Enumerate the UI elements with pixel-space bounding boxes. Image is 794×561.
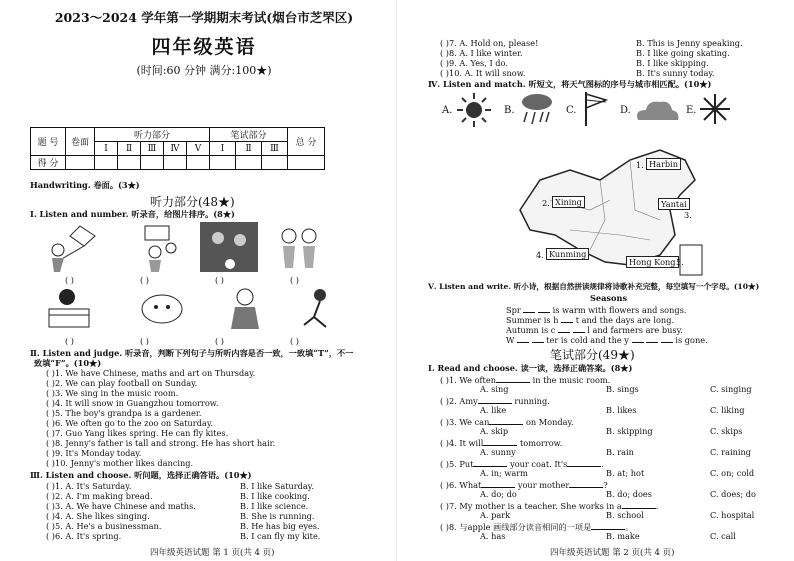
answer-blank[interactable] [622, 500, 656, 509]
answer-paren[interactable]: ( ) [140, 275, 149, 285]
basketball-picture [145, 226, 176, 272]
letter-blank[interactable] [558, 324, 570, 333]
answer-blank[interactable] [483, 437, 517, 446]
choice-option-a: A. sing [480, 384, 509, 394]
map-number: 5. [676, 257, 684, 267]
city-label-xining: Xining [552, 196, 585, 208]
letter-blank[interactable] [573, 324, 585, 333]
score-cell[interactable] [66, 156, 95, 170]
score-cell[interactable] [210, 156, 236, 170]
choice-option-a: A. park [480, 510, 511, 520]
choice-option-c: C. hospital [710, 510, 755, 520]
question-text: ( )7. My mother is a teacher. She works in a [440, 501, 622, 511]
choose-item-b: B. It's sunny today. [636, 68, 715, 78]
score-header-writing: 笔试部分 [210, 128, 288, 142]
score-cell[interactable] [288, 156, 325, 170]
choose-item-a[interactable]: ( )8. A. I like winter. [440, 48, 523, 58]
choice-option-a: A. do; do [480, 489, 517, 499]
choose-item-b: B. He has big eyes. [240, 521, 320, 531]
answer-blank[interactable] [569, 479, 603, 488]
choice-question[interactable] [440, 374, 610, 385]
section2-title-cont: 致填“F”。(10★) [34, 358, 102, 368]
answer-paren[interactable]: ( ) [215, 336, 224, 346]
choose-item-a[interactable]: ( )1. A. It's Saturday. [46, 481, 132, 491]
judge-item[interactable]: ( )7. Guo Yang likes spring. He can fly kites. [46, 428, 229, 438]
choose-item-b: B. This is Jenny speaking. [636, 38, 743, 48]
choice-option-c: C. raining [710, 447, 751, 457]
weather-letter-d: D. [620, 105, 631, 116]
weather-letter-c: C. [566, 105, 577, 116]
choice-option-c: C. does; do [710, 489, 756, 499]
judge-item[interactable]: ( )1. We have Chinese, maths and art on Thursday. [46, 368, 256, 378]
question-text: ( )5. Put [440, 459, 474, 469]
question-text: tomorrow. [517, 438, 563, 448]
choose-item-a[interactable]: ( )10. A. It will snow. [440, 68, 526, 78]
score-cell[interactable] [236, 156, 262, 170]
score-col: Ⅱ [236, 142, 262, 156]
answer-blank[interactable] [489, 416, 523, 425]
score-row-label: 得 分 [31, 156, 66, 170]
answer-blank[interactable] [478, 395, 512, 404]
exam-subject: 四年级英语 [151, 36, 257, 58]
score-cell[interactable] [164, 156, 187, 170]
left-page [0, 0, 395, 561]
letter-blank[interactable] [646, 334, 658, 343]
exam-title: 2023～2024 学年第一学期期末考试(烟台市芝罘区) [54, 10, 354, 25]
poem-text: Spr [506, 305, 521, 315]
choose-item-a[interactable]: ( )7. A. Hold on, please! [440, 38, 539, 48]
letter-blank[interactable] [661, 334, 673, 343]
answer-blank[interactable] [473, 458, 507, 467]
handwriting-label: Handwriting. 卷面。(3★) [30, 180, 140, 190]
football-photo [200, 222, 258, 272]
poem-text: Summer is h [506, 315, 559, 325]
picture-row-2 [45, 285, 385, 335]
choice-option-a: A. skip [480, 426, 509, 436]
choose-item-b: B. I like Saturday. [240, 481, 314, 491]
question-text: your coat. It's [507, 459, 568, 469]
score-cell[interactable] [141, 156, 164, 170]
letter-blank[interactable] [523, 304, 535, 313]
section5-title: Ⅴ. Listen and write. 听小诗，根据自然拼读规律将诗歌补充完整，每空填写一个字母。(10★) [428, 282, 760, 291]
question-text: . [655, 501, 659, 511]
choice-question[interactable] [440, 479, 608, 490]
choose-item-b: B. I like cooking. [240, 491, 310, 501]
judge-item[interactable]: ( )8. Jenny's father is tall and strong. He has short hair. [46, 438, 276, 448]
page-footer: 四年级英语试题 第 1 页(共 4 页) [150, 548, 275, 558]
answer-blank[interactable] [567, 458, 601, 467]
poem-text: is gone. [675, 335, 708, 345]
choice-option-b: B. do; does [606, 489, 652, 499]
question-text: in the music room. [529, 375, 611, 385]
choice-option-a: A. in; warm [480, 468, 528, 478]
judge-item[interactable]: ( )6. We often go to the zoo on Saturday. [46, 418, 213, 428]
choice-option-c: C. on; cold [710, 468, 755, 478]
section3-title: Ⅲ. Listen and choose. 听问题，选择正确答语。(10★) [30, 470, 252, 480]
score-col: Ⅴ [187, 142, 210, 156]
choose-item-a[interactable]: ( )9. A. Yes, I do. [440, 58, 508, 68]
answer-blank[interactable] [481, 479, 515, 488]
weather-letter-b: B. [504, 105, 515, 116]
letter-blank[interactable] [538, 304, 550, 313]
question-text: ( )4. It will [440, 438, 484, 448]
choose-item-b: B. She is running. [240, 511, 315, 521]
poem-title: Seasons [590, 293, 628, 303]
weather-letter-a: A. [442, 105, 453, 116]
map-number: 3. [684, 210, 692, 220]
section1-writing-title: Ⅰ. Read and choose. 读一读，选择正确答案。(8★) [428, 363, 633, 373]
poem-text: t and the days are long. [575, 315, 675, 325]
listening-title: 听力部分(48★) [150, 195, 235, 209]
score-header-listening: 听力部分 [95, 128, 210, 142]
answer-paren[interactable]: ( ) [140, 336, 149, 346]
weather-letter-e: E. [686, 105, 697, 116]
choice-option-b: B. rain [606, 447, 634, 457]
cloud-picture [142, 295, 182, 323]
question-text: ( )8. 与apple 画线部分读音相同的一项是 [440, 522, 592, 532]
page-divider [396, 0, 397, 561]
choose-item-a[interactable]: ( )3. A. We have Chinese and maths. [46, 501, 196, 511]
time-info: (时间:60 分钟 满分:100★) [136, 64, 272, 77]
score-header-paper: 卷面 [66, 128, 95, 156]
score-header-label: 题 号 [31, 128, 66, 156]
answer-paren[interactable]: ( ) [65, 275, 74, 285]
judge-item[interactable]: ( )4. It will snow in Guangzhou tomorrow. [46, 398, 219, 408]
page-footer: 四年级英语试题 第 2 页(共 4 页) [550, 548, 675, 558]
question-text: running. [511, 396, 550, 406]
choose-item-b: B. I like skipping. [636, 58, 709, 68]
score-table [30, 127, 325, 170]
section2-title: Ⅱ. Listen and judge. 听录音，判断下列句子与所听内容是否一致，一致填“T”，不一 [30, 348, 354, 358]
piano-girl-picture [49, 289, 89, 327]
running-boy-picture [304, 289, 326, 327]
choice-option-b: B. likes [606, 405, 637, 415]
score-cell[interactable] [118, 156, 141, 170]
score-col: Ⅰ [210, 142, 236, 156]
choice-option-a: A. like [480, 405, 507, 415]
answer-paren[interactable]: ( ) [215, 275, 224, 285]
letter-blank[interactable] [632, 334, 644, 343]
judge-item[interactable]: ( )9. It's Monday today. [46, 448, 142, 458]
choice-option-c: C. call [710, 531, 736, 541]
letter-blank[interactable] [517, 334, 529, 343]
wind-icon [580, 90, 610, 128]
choice-option-c: C. liking [710, 405, 745, 415]
choose-item-b: B. I like going skating. [636, 48, 730, 58]
question-text: your mother [515, 480, 570, 490]
choice-option-b: B. school [606, 510, 644, 520]
choose-item-b: B. I like science. [240, 501, 309, 511]
choice-option-b: B. make [606, 531, 640, 541]
map-number: 4. [536, 250, 544, 260]
rain-icon [515, 92, 555, 128]
map-number: 1. [636, 160, 644, 170]
question-text: ( )6. What [440, 480, 482, 490]
dancing-girl-picture [231, 289, 259, 329]
answer-paren[interactable]: ( ) [290, 275, 299, 285]
choice-option-b: B. at; hot [606, 468, 645, 478]
letter-blank[interactable] [561, 314, 573, 323]
score-header-total: 总 分 [288, 128, 325, 156]
answer-paren[interactable]: ( ) [65, 336, 74, 346]
cloud-icon [632, 96, 682, 124]
writing-title: 笔试部分(49★) [550, 348, 635, 362]
poem-text: l and farmers are busy. [587, 325, 683, 335]
right-page [400, 0, 794, 561]
question-text: . [601, 459, 604, 469]
question-text: on Monday. [523, 417, 574, 427]
answer-paren[interactable]: ( ) [290, 336, 299, 346]
judge-item[interactable]: ( )10. Jenny's mother likes dancing. [46, 458, 194, 468]
choice-question[interactable] [440, 521, 633, 532]
choose-item-a[interactable]: ( )6. A. It's spring. [46, 531, 122, 541]
judge-item[interactable]: ( )5. The boy's grandpa is a gardener. [46, 408, 202, 418]
choose-item-a[interactable]: ( )2. A. I'm making bread. [46, 491, 153, 501]
map-number: 2. [542, 198, 550, 208]
question-text: ? [603, 480, 608, 490]
judge-item[interactable]: ( )2. We can play football on Sunday. [46, 378, 198, 388]
choice-option-b: B. skipping [606, 426, 653, 436]
sun-icon [456, 92, 492, 128]
score-col: Ⅲ [262, 142, 288, 156]
section4-title: Ⅳ. Listen and match. 听短文，将天气图标的序号与城市相匹配。(10★) [428, 79, 712, 89]
score-cell[interactable] [187, 156, 210, 170]
score-cell[interactable] [262, 156, 288, 170]
judge-item[interactable]: ( )3. We sing in the music room. [46, 388, 179, 398]
children-picture [282, 229, 316, 268]
answer-blank[interactable] [591, 521, 625, 530]
snow-icon [698, 92, 732, 126]
question-text: ( )2. Amy [440, 396, 478, 406]
choice-option-a: A. has [480, 531, 506, 541]
score-col: Ⅰ [95, 142, 118, 156]
kite-boy-picture [52, 226, 95, 272]
picture-row-1 [40, 222, 380, 274]
choose-item-a[interactable]: ( )4. A. She likes singing. [46, 511, 150, 521]
choice-option-c: C. singing [710, 384, 752, 394]
letter-blank[interactable] [532, 334, 544, 343]
poem-text: ter is cold and the y [546, 335, 629, 345]
city-label-kunming: Kunming [546, 248, 589, 260]
choice-option-b: B. sings [606, 384, 639, 394]
section1-title: Ⅰ. Listen and number. 听录音，给图片排序。(8★) [30, 209, 235, 219]
city-label-harbin: Harbin [646, 158, 681, 170]
poem-text: is warm with flowers and songs. [552, 305, 687, 315]
city-label-yantai: Yantai [658, 198, 690, 210]
question-text: ( )1. We often [440, 375, 496, 385]
choice-option-a: A. sunny [480, 447, 516, 457]
choice-option-c: C. skips [710, 426, 743, 436]
choose-item-b: B. I can fly my kite. [240, 531, 321, 541]
question-text: ( )3. We can [440, 417, 490, 427]
score-col: Ⅱ [118, 142, 141, 156]
question-text: 。 [625, 522, 634, 532]
score-cell[interactable] [95, 156, 118, 170]
poem-text: Autumn is c [506, 325, 556, 335]
poem-text: W [506, 335, 515, 345]
score-col: Ⅳ [164, 142, 187, 156]
poem-line-4 [506, 334, 708, 345]
city-label-hongkong: Hong Kong [626, 256, 679, 268]
choose-item-a[interactable]: ( )5. A. He's a businessman. [46, 521, 162, 531]
score-col: Ⅲ [141, 142, 164, 156]
answer-blank[interactable] [496, 374, 530, 383]
